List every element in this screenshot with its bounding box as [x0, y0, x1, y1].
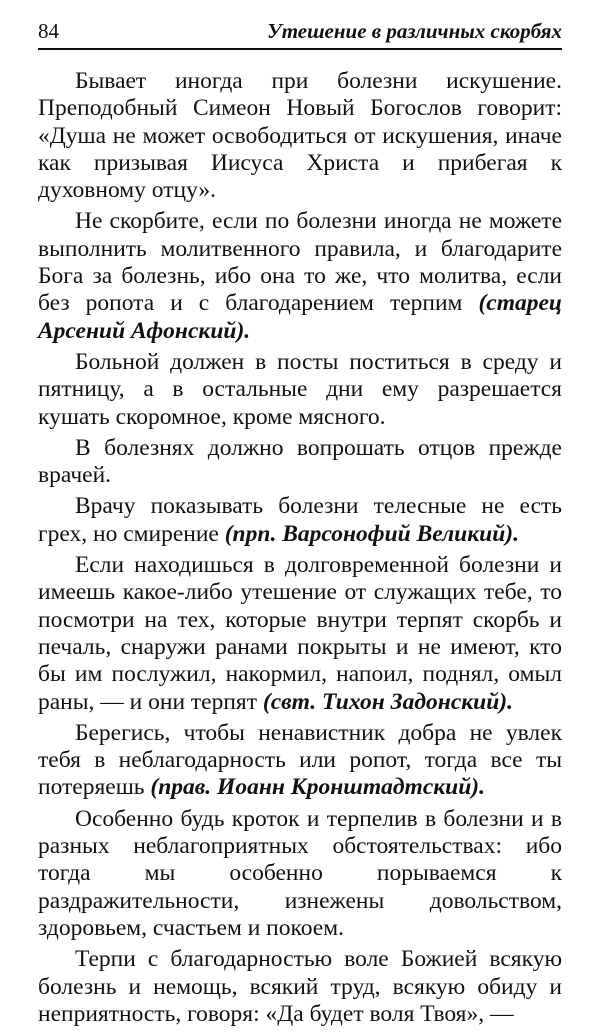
paragraph-text: Если находишься в долговременной болезни и имеешь какое-либо утешение от служащих тебе, то посмотри на тех, которые внутри терпят скорбь и печаль, снаружи ранами покрыты и не имеют, кто бы им послужил, накормил, напоил, поднял, омыл раны, — и они терпят [38, 552, 562, 715]
paragraph-text: Врачу показывать болезни телесные не есть грех, но смирение [38, 493, 562, 547]
paragraph [38, 208, 562, 344]
paragraph [38, 435, 562, 490]
running-title: Утешение в различных скорбях [267, 19, 562, 43]
paragraph [38, 806, 562, 942]
page-header [38, 16, 562, 50]
paragraph-citation: (прав. Иоанн Кронштадтский). [150, 774, 486, 801]
paragraph-text: Больной должен в посты поститься в среду и пятницу, а в остальные дни ему разрешается кушать скоромное, кроме мясного. [38, 348, 562, 430]
paragraph [38, 946, 562, 1028]
paragraph [38, 493, 562, 548]
paragraph-citation: (прп. Варсонофий Великий). [224, 520, 520, 547]
paragraph-text: Бывает иногда при болезни искушение. Преподобный Симеон Новый Богослов говорит: «Душа не может освободиться от искушения, иначе как призывая Иисуса Христа и прибегая к духовному отцу». [38, 68, 562, 204]
paragraph [38, 68, 562, 204]
paragraph-text: В болезнях должно вопрошать отцов прежде врачей. [38, 434, 562, 489]
paragraph-citation: (свт. Тихон Задонский). [262, 688, 514, 715]
paragraph-text: Не скорбите, если по болезни иногда не можете выполнить молитвенного правила, и благодарите Бога за болезнь, ибо она то же, что молитва, если без ропота и с благодарением терпим [38, 208, 562, 317]
paragraph-text: Терпи с благодарностью воле Божией всякую болезнь и немощь, всякий труд, всякую обиду и неприятность, говоря: «Да будет воля Твоя», — [38, 946, 562, 1027]
paragraph-text: Особенно будь кроток и терпелив в болезни и в разных неблагоприятных обстоятельствах: ибо тогда мы особенно порываемся к раздражительности, изнежены довольством, здоровьем, счастьем и покоем. [38, 805, 562, 941]
paragraph-text: Берегись, чтобы ненавистник добра не увлек тебя в неблагодарность или ропот, тогда все ты потеряешь [38, 719, 562, 801]
paragraph [38, 552, 562, 716]
paragraph [38, 349, 562, 431]
body-text [38, 68, 562, 1032]
page-number: 84 [38, 19, 59, 43]
paragraph [38, 720, 562, 802]
paragraph-citation: (старец Арсений Афонский). [38, 290, 563, 344]
